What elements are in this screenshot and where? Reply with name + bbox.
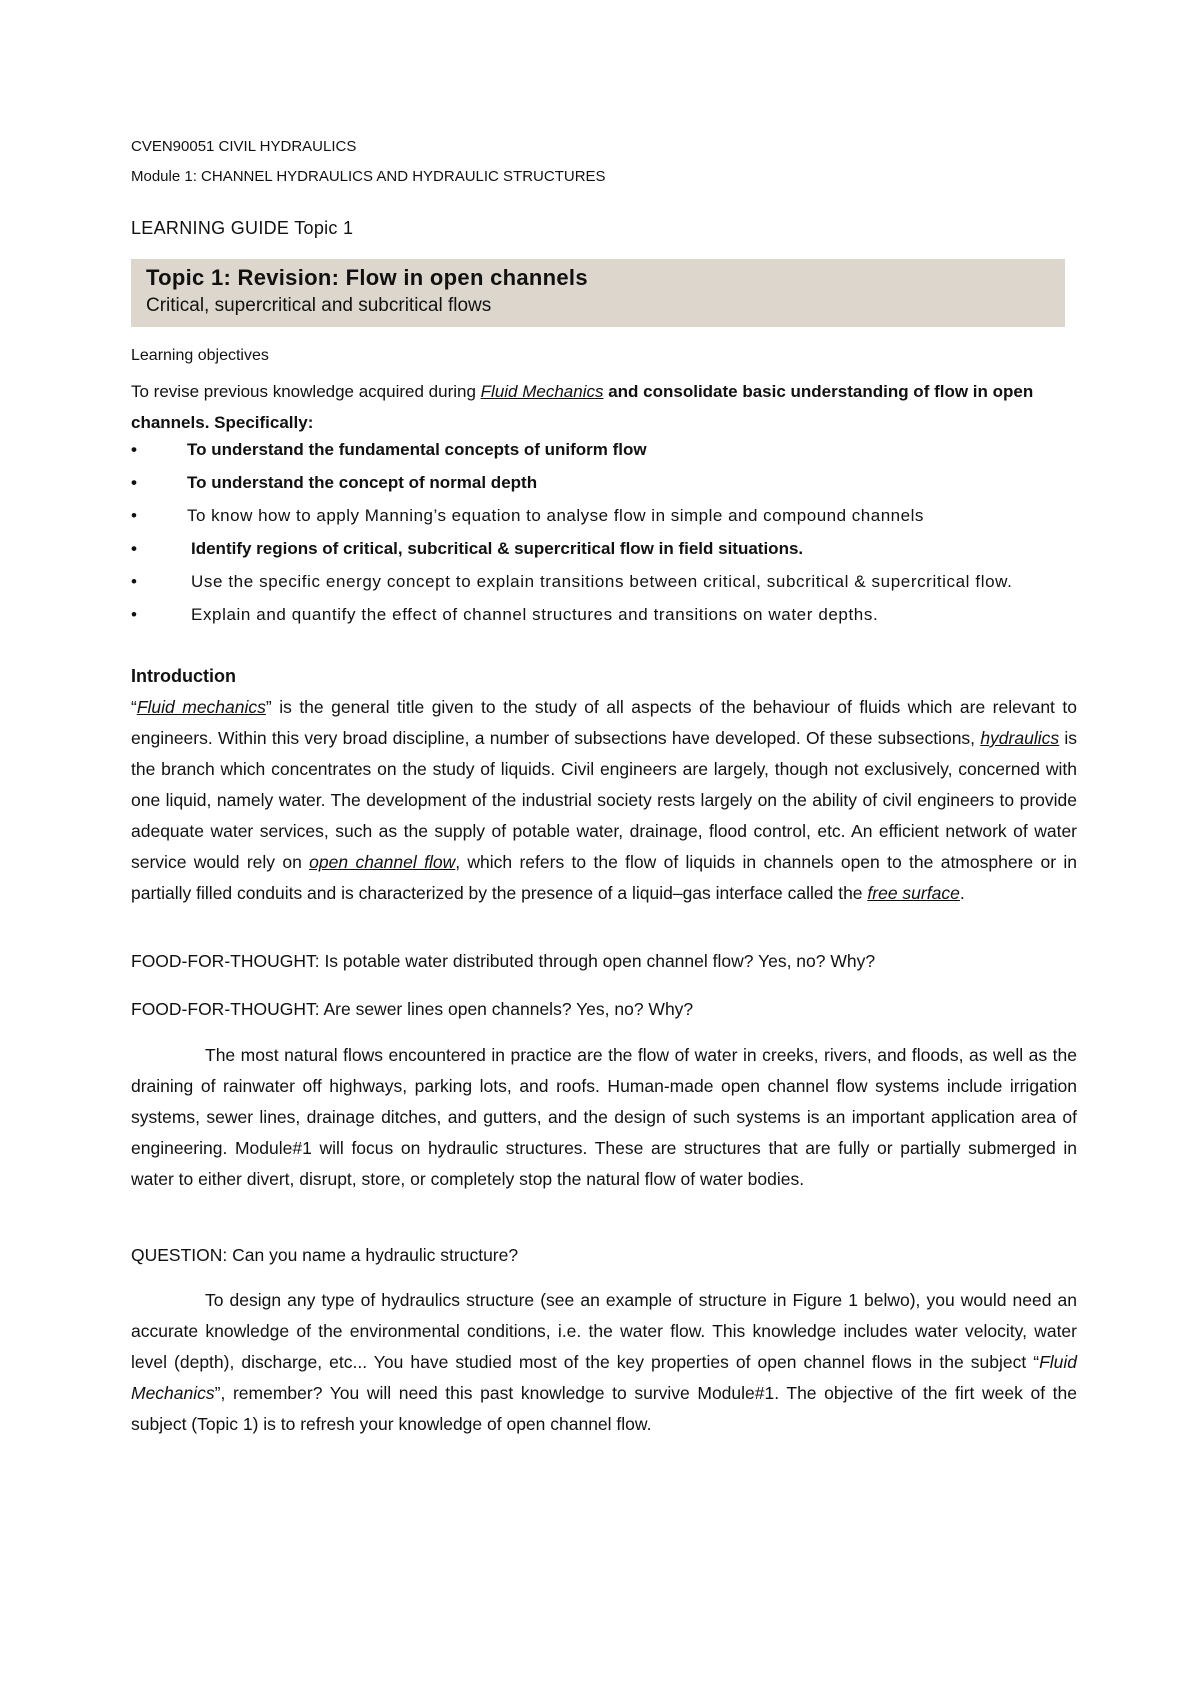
course-code: CVEN90051 CIVIL HYDRAULICS (131, 138, 357, 155)
list-item: • Identify regions of critical, subcritical & supercritical flow in field situations. (131, 532, 1075, 565)
list-item: • To know how to apply Manning’s equation to analyse flow in simple and compound channels (131, 499, 1075, 532)
introduction-heading: Introduction (131, 666, 236, 686)
free-surface-term: free surface (867, 883, 960, 903)
bullet-icon: • (131, 572, 138, 591)
bullet-icon: • (131, 506, 138, 525)
objectives-intro-post: and consolidate basic understanding of flow in open channels. Specifically: (131, 382, 1034, 432)
question-prompt: QUESTION: Can you name a hydraulic structure? (131, 1245, 519, 1265)
introduction-paragraph-2: The most natural flows encountered in practice are the flow of water in creeks, rivers, and floods, as well as the draining of rainwater off highways, parking lots, and roofs. Human-made open channel flow systems include irrigation systems, sewer lines, drainage ditches, and gutters, and the design of such systems is an important application area of engineering. Module#1 will focus on hydraulic structures. These are structures that are fully or partially submerged in water to either divert, disrupt, store, or completely stop the natural flow of water bodies. (131, 1045, 1077, 1189)
bullet-icon: • (131, 539, 137, 558)
bullet-icon: • (131, 473, 137, 492)
objectives-list (131, 433, 1075, 631)
list-item: • Explain and quantify the effect of channel structures and transitions on water depths. (131, 598, 1075, 631)
objectives-intro-pre: To revise previous knowledge acquired during (131, 382, 481, 401)
bullet-icon: • (131, 440, 137, 459)
hydraulics-term: hydraulics (980, 728, 1060, 748)
introduction-paragraph-3: To design any type of hydraulics structure (see an example of structure in Figure 1 belwo), you would need an accurate knowledge of the environmental conditions, i.e. the water flow. This knowledge includes water velocity, water level (depth), discharge, etc... You have studied most of the key properties of open channel flows in the subject “Fluid Mechanics”, remember? You will need this past knowledge to survive Module#1. The objective of the firt week of the subject (Topic 1) is to refresh your knowledge of open channel flow. (131, 1290, 1077, 1434)
fluid-mechanics-term: Fluid Mechanics (131, 1352, 1077, 1403)
list-item: • To understand the concept of normal depth (131, 466, 1075, 499)
objectives-intro (131, 376, 1075, 438)
topic-subtitle: Critical, supercritical and subcritical flows (146, 295, 492, 316)
objectives-heading: Learning objectives (131, 347, 269, 364)
introduction-paragraph-1: “Fluid mechanics” is the general title given to the study of all aspects of the behaviour of fluids which are relevant to engineers. Within this very broad discipline, a number of subsections have developed. Of these subsections, hydraulics is the branch which concentrates on the study of liquids. Civil engineers are largely, though not exclusively, concerned with one liquid, namely water. The development of the industrial society rests largely on the ability of civil engineers to provide adequate water services, such as the supply of potable water, drainage, flood control, etc. An efficient network of water service would rely on open channel flow, which refers to the flow of liquids in channels open to the atmosphere or in partially filled conduits and is characterized by the presence of a liquid–gas interface called the free surface. (131, 697, 1078, 903)
fluid-mechanics-term: Fluid Mechanics (480, 382, 604, 401)
list-item: • To understand the fundamental concepts of uniform flow (131, 433, 1075, 466)
open-channel-flow-term: open channel flow (309, 852, 456, 872)
food-for-thought-1: FOOD-FOR-THOUGHT: Is potable water distributed through open channel flow? Yes, no? Why? (131, 951, 876, 971)
food-for-thought-2: FOOD-FOR-THOUGHT: Are sewer lines open channels? Yes, no? Why? (131, 999, 694, 1019)
bullet-icon: • (131, 605, 138, 624)
module-title: Module 1: CHANNEL HYDRAULICS AND HYDRAULIC STRUCTURES (131, 168, 606, 185)
list-item: • Use the specific energy concept to explain transitions between critical, subcritical & supercritical flow. (131, 565, 1075, 598)
topic-title: Topic 1: Revision: Flow in open channels (146, 265, 588, 290)
topic-banner (131, 259, 1065, 327)
learning-guide-title: LEARNING GUIDE Topic 1 (131, 218, 354, 238)
fluid-mechanics-term: Fluid mechanics (136, 697, 266, 717)
